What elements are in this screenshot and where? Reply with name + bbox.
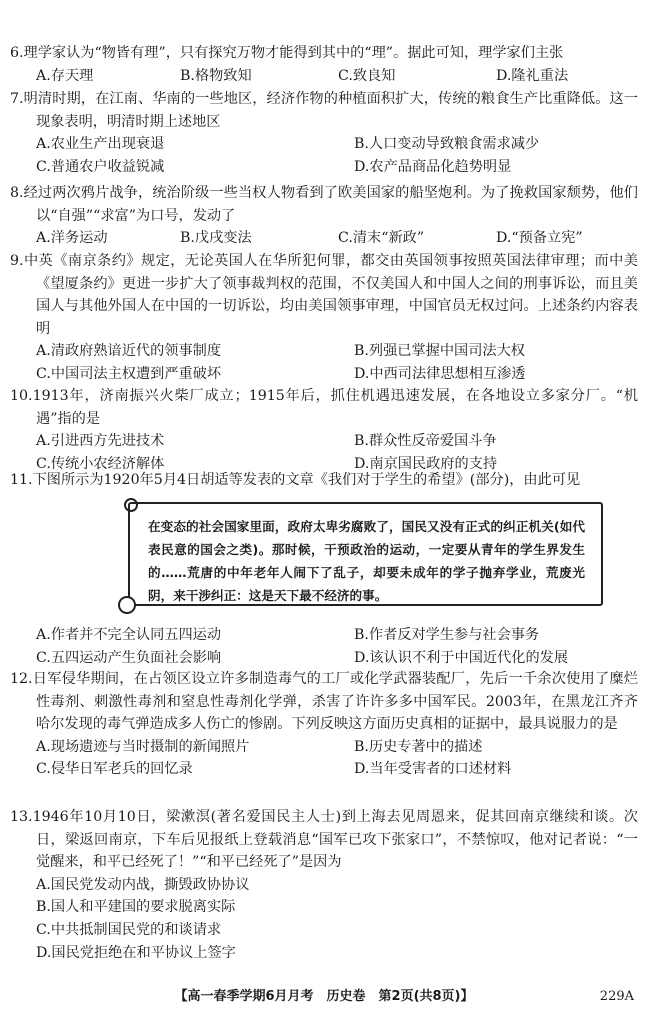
- question-stem: 7.明清时期，在江南、华南的一些地区，经济作物的种植面积扩大，传统的粮食生产比重降低。这一现象表明，明清时期上述地区: [10, 91, 638, 130]
- options: [10, 874, 638, 964]
- question-stem: 9.中英《南京条约》规定，无论英国人在华所犯何罪，都交由英国领事按照英国法律审理；而中美《望厦条约》更进一步扩大了领事裁判权的范围，不仅美国人和中国人之间的刑事诉讼，而且美国人与其他外国人在中国的一切诉讼，均由美国领事审理，中国官员无权过问。上述条约内容表明: [10, 253, 638, 337]
- page-footer: 【高一春季学期6月月考 历史卷 第2页(共8页)】: [174, 989, 474, 1004]
- question-11-options: [10, 624, 638, 669]
- scroll-curl-decoration: [118, 596, 136, 614]
- option-c: C.侵华日军老兵的回忆录: [36, 761, 193, 778]
- option-c: C.中国司法主权遭到严重破坏: [36, 365, 222, 382]
- question-stem: 13.1946年10月10日，梁漱溟(著名爱国民主人士)到上海去见周恩来，促其回南京继续和谈。次日，梁返回南京，下车后见报纸上登载消息“国军已攻下张家口”，不禁惊叹，他对记者说：“一觉醒来，和平已经死了！”“和平已经死了”是因为: [10, 809, 638, 871]
- option-d: D.中西司法律思想相互渗透: [354, 365, 526, 382]
- option-c: C.传统小农经济解体: [36, 455, 165, 472]
- option-b: B.列强已掌握中国司法大权: [354, 343, 525, 360]
- question-stem: 6.理学家认为“物皆有理”，只有探究万物才能得到其中的“理”。据此可知，理学家们主张: [10, 45, 564, 61]
- question-10: [10, 385, 638, 475]
- option-b: B.历史专著中的描述: [354, 738, 483, 755]
- option-a: A.现场遗迹与当时摄制的新闻照片: [36, 738, 250, 755]
- option-a: A.洋务运动: [36, 230, 108, 247]
- option-b: B.群众性反帝爱国斗争: [354, 433, 497, 450]
- options: [10, 624, 638, 669]
- question-stem: 8.经过两次鸦片战争，统治阶级一些当权人物看到了欧美国家的船坚炮利。为了挽救国家颓势，他们以“自强”“求富”为口号，发动了: [10, 185, 638, 224]
- question-stem: 12.日军侵华期间，在占领区设立许多制造毒气的工厂或化学武器装配厂，先后一千余次使用了糜烂性毒剂、刺激性毒剂和窒息性毒剂化学弹，杀害了许许多多中国军民。2003年，在黑龙江齐齐哈尔发现的毒气弹造成多人伤亡的惨剧。下列反映这方面历史真相的证据中，最具说服力的是: [10, 671, 638, 733]
- options: [10, 736, 638, 781]
- question-stem: 10.1913年，济南振兴火柴厂成立；1915年后，抓住机遇迅速发展，在各地设立多家分厂。“机遇”指的是: [10, 388, 638, 427]
- question-stem: 11.下图所示为1920年5月4日胡适等发表的文章《我们对于学生的希望》(部分)，由此可见: [10, 472, 581, 488]
- option-c: C.中共抵制国民党的和谈请求: [36, 921, 222, 938]
- option-b: B.戊戌变法: [180, 230, 252, 247]
- option-a: A.作者并不完全认同五四运动: [36, 627, 222, 643]
- option-c: C.普通农户收益锐减: [36, 158, 165, 175]
- options: [10, 65, 638, 88]
- options: [10, 340, 638, 385]
- question-7: [10, 88, 638, 178]
- option-d: D.“预备立宪”: [496, 230, 583, 247]
- options: [10, 227, 638, 250]
- option-d: D.隆礼重法: [496, 67, 569, 84]
- option-c: C.致良知: [338, 67, 396, 84]
- question-9: [10, 250, 638, 386]
- option-d: D.南京国民政府的支持: [354, 455, 498, 472]
- question-8: [10, 182, 638, 250]
- option-b: B.作者反对学生参与社会事务: [354, 627, 540, 643]
- question-13: [10, 806, 638, 964]
- options: [10, 133, 638, 178]
- option-b: B.国人和平建国的要求脱离实际: [36, 899, 236, 916]
- option-d: D.当年受害者的口述材料: [354, 761, 512, 778]
- option-a: A.引进西方先进技术: [36, 433, 165, 450]
- option-b: B.人口变动导致粮食需求减少: [354, 136, 540, 153]
- option-b: B.格物致知: [180, 67, 252, 84]
- question-12: [10, 668, 638, 781]
- option-a: A.清政府熟谙近代的领事制度: [36, 343, 222, 360]
- paper-code: 229A: [599, 989, 634, 1004]
- option-a: A.农业生产出现衰退: [36, 136, 165, 153]
- option-c: C.清末“新政”: [338, 230, 425, 247]
- question-6: [10, 42, 638, 87]
- option-d: D.农产品商品化趋势明显: [354, 158, 512, 175]
- option-a: A.存天理: [36, 67, 94, 84]
- option-a: A.国民党发动内战，撕毁政协协议: [36, 876, 250, 893]
- option-c: C.五四运动产生负面社会影响: [36, 649, 222, 666]
- option-d: D.国民党拒绝在和平协议上签字: [36, 944, 236, 961]
- quote-text: 在变态的社会国家里面，政府太卑劣腐败了，国民又没有正式的纠正机关(如代表民意的国会之类)。那时候，干预政治的运动，一定要从青年的学生界发生的……荒唐的中年老年人闹下了乱子，却要未成年的学子抛弃学业，荒废光阴，来干涉纠正：这是天下最不经济的事。: [148, 519, 585, 603]
- question-11: [10, 469, 638, 492]
- quote-box: [128, 502, 603, 606]
- option-d: D.该认识不利于中国近代化的发展: [354, 649, 569, 666]
